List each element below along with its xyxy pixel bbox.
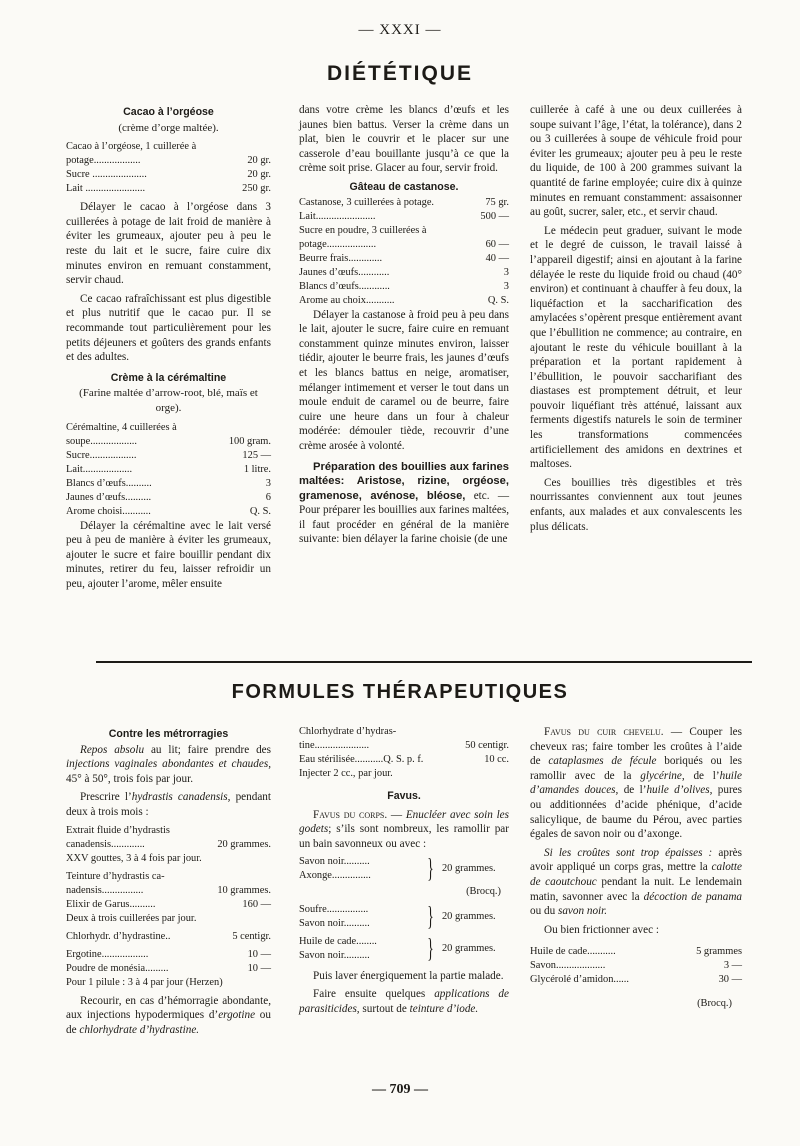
cremaltine-ingredients: [66, 421, 271, 519]
ingredient-savon-noir: Savon noir..........: [299, 856, 370, 868]
formula-savon-axonge: [299, 855, 509, 882]
formula-2: [66, 870, 271, 926]
ingredient-row: [299, 294, 509, 308]
s6: ou du: [530, 905, 558, 918]
injections-text: injections vaginales abondantes et chaudes,: [66, 758, 271, 771]
bouillies-paragraph: [299, 460, 509, 548]
ingredient-row: [66, 948, 271, 962]
ingredient-name: Chlorhydr. d’hydrastine..: [66, 930, 171, 942]
amount: 20 grammes.: [441, 863, 496, 875]
ingredient-row: [530, 973, 742, 987]
favus-corps-label: Favus du corps.: [313, 808, 388, 821]
favus-dash: —: [387, 808, 406, 821]
bouillies-medecin: Le médecin peut graduer, suivant le mode et le degré de cuisson, le travail laissé à l’appareil digestif; ainsi en ajoutant à la farine délayée le reste du liquide froid ou chaud (40° environ) et continuant à chauffer à feu doux, la liquéfaction et la saccharification des amylacées s’opèrent presque entièrement avant que l’ébullition ne commence; au contraire, en ajoutant le reste du véhicule bouillant à la préparation et la portant rapidement à l’ébullition, le pouvoir saccharifiant des diastases est promptement détruit, et leur pouvoir liquéfiant très atténué, laissant aux ferments digestifs naturels le soin de terminer les transformations commencées artificiellement des amidons en dextrines et maltoses.: [530, 224, 742, 471]
ingredient-name: potage...................: [299, 238, 377, 250]
cacao-note: Ce cacao rafraîchissant est plus digestible et plus nutritif que le cacao pur. Il se recommande tout particulièrement pour les petits déjeuners et goûters des grands enfants et des adultes.: [66, 292, 271, 364]
enucleer-text: Enucléer avec soin les godets: [299, 808, 509, 836]
formula-soufre-savon: [299, 903, 509, 930]
ingredient-quantity: 50 centigr.: [465, 740, 509, 751]
ingredient-name: Ergotine..................: [66, 948, 149, 960]
ingredient-savon-noir: Savon noir..........: [299, 917, 370, 929]
castanose-instructions: Délayer la castanose à froid peu à peu dans le lait, ajouter le sucre, faire cuire en remuant constamment quinze minutes environ, laisser tiédir, ajouter le beurre frais, les jaunes d’œufs et les blancs battus en neige, aromatiser, mélanger intimement et verser le tout dans un moule enduit de caramel ou de beurre, faire cuire une heure dans un four à chaleur modérée: démouler tiède, recouvrir d’une crème arosée à volonté.: [299, 308, 509, 452]
ingredient-name: Huile de cade...........: [530, 946, 616, 958]
ingredient-name: Jaunes d’œufs..........: [66, 491, 152, 503]
t6: huile d’amandes douces,: [530, 769, 742, 797]
dietetique-column-3: [530, 103, 742, 538]
t2: cataplasmes de fécule: [548, 755, 657, 768]
ingredient-row: [66, 838, 271, 852]
ingredient-quantity: 40 —: [485, 252, 509, 264]
dietetique-column-1: [66, 103, 271, 595]
ingredient-quantity: 30 —: [718, 974, 742, 986]
ingredient-name: Lait.......................: [299, 210, 376, 222]
ou-bien-text: Ou bien frictionner avec :: [544, 923, 659, 936]
bouillies-text: — Pour préparer les bouillies aux farines maltées, il faut procéder en général de la manière suivante: bien délayer la farine choisie (de une: [299, 489, 510, 546]
ingredient-name: Arome au choix...........: [299, 294, 395, 306]
ingredient-row: [66, 168, 271, 182]
s5: décoction de panama: [643, 890, 742, 903]
ingredient-name: Jaunes d’œufs............: [299, 266, 390, 278]
ingredient-name: tine.....................: [299, 740, 370, 751]
section-title-dietetique: DIÉTÉTIQUE: [326, 62, 473, 85]
t1: — Couper les cheveux ras; faire tomber les croûtes à l’aide de: [530, 726, 742, 768]
ingredient-name: Castanose, 3 cuillerées à potage.: [299, 196, 435, 208]
metrorragies-p2: [66, 790, 271, 819]
ingredient-quantity: 1 litre.: [243, 463, 271, 475]
p2-start: Prescrire l’: [80, 791, 132, 804]
cremaltine-instructions: Délayer la cérémaltine avec le lait versé peu à peu de manière à éviter les grumeaux, ajouter le sucre et faire bouillir pendant dix minutes, retirer du feu, laisser refroidir un peu, ajouter l’arome, mêler ensuite: [66, 519, 271, 590]
ingredient-row: [66, 477, 271, 491]
ingredient-name: Blancs d’œufs............: [299, 280, 390, 292]
amount: 20 grammes.: [441, 943, 496, 955]
castanose-ingredients: [299, 196, 509, 308]
ingredient-row: [299, 753, 509, 767]
ingredient-row: [299, 196, 509, 210]
favus-corps-text: [299, 808, 509, 852]
applications-text: applications de parasiticides,: [299, 988, 509, 1015]
page-header-roman: — XXXI —: [358, 22, 442, 38]
ingredient-quantity: Q. S.: [487, 294, 509, 306]
ingredient-line: Sucre en poudre, 3 cuillerées à: [299, 224, 427, 236]
ingredient-soufre: Soufre................: [299, 904, 369, 916]
formula-4: [66, 948, 271, 990]
ingredient-quantity: 5 grammes: [696, 946, 742, 958]
brace-glyph: }: [427, 901, 434, 932]
section-divider: [96, 661, 752, 663]
ingredient-quantity: 100 gram.: [228, 435, 271, 447]
ingredient-name: Lait...................: [66, 463, 133, 475]
p-last-mid: surtout de: [359, 1002, 410, 1015]
ingredient-quantity: 20 grammes.: [217, 838, 271, 850]
formula-cade-savon: [299, 935, 509, 962]
ingredient-row: [299, 739, 509, 753]
ingredient-quantity: 10 —: [247, 962, 271, 974]
ingredient-quantity: 3: [265, 477, 271, 489]
ingredient-line: Pour 1 pilule : 3 à 4 par jour (Herzen): [66, 976, 223, 988]
ingredient-line: Chlorhydrate d’hydras-: [299, 726, 397, 737]
ingredient-quantity: 60 —: [485, 238, 509, 250]
ingredient-line: Teinture d’hydrastis ca-: [66, 870, 165, 882]
bouillies-products: Aristose, rizine, orgéose, gramenose, avénose, bléose,: [299, 475, 509, 502]
brace-glyph: }: [427, 853, 434, 884]
ergotine-text: ergotine: [218, 1009, 256, 1022]
ingredient-row: [299, 252, 509, 266]
ingredient-line: Injecter 2 cc., par jour.: [299, 768, 393, 779]
ingredient-line: Cérémaltine, 4 cuillerées à: [66, 421, 177, 433]
favus-cuir-text: [530, 725, 742, 842]
ingredient-name: soupe..................: [66, 435, 137, 447]
ingredient-quantity: 20 gr.: [247, 169, 271, 181]
ingredient-quantity: 3: [503, 280, 509, 292]
ingredient-row: [530, 959, 742, 973]
metrorragies-heading: Contre les métrorragies: [108, 728, 229, 740]
ingredient-name: Beurre frais.............: [299, 252, 383, 264]
hydrastis-name: hydrastis canadensis,: [131, 791, 231, 804]
section-title-formules: FORMULES THÉRAPEUTIQUES: [231, 681, 569, 703]
ingredient-row: [299, 210, 509, 224]
metrorragies-p1: [66, 743, 271, 787]
t4: glycérine,: [640, 769, 685, 782]
ingredient-row: [66, 898, 271, 912]
s1: Si les croûtes sont trop épaisses :: [544, 846, 713, 859]
ingredient-quantity: 250 gr.: [242, 183, 271, 195]
ingredient-quantity: 125 —: [242, 449, 271, 461]
ingredient-name: Blancs d’œufs..........: [66, 477, 152, 489]
castanose-heading: Gâteau de castanose.: [349, 180, 459, 193]
t7: de l’: [618, 784, 647, 797]
s7: savon noir.: [557, 905, 608, 918]
ingredient-row: [66, 505, 271, 519]
teinture-iode-text: teinture d’iode.: [409, 1002, 479, 1015]
ingredient-quantity: 3: [503, 266, 509, 278]
p2-end: pendant deux à trois mois :: [66, 791, 271, 818]
ingredient-quantity: 6: [265, 491, 271, 503]
ingredient-line: Cacao à l’orgéose, 1 cuillerée à: [66, 141, 197, 153]
formula-1: [66, 824, 271, 866]
friction-formula: [530, 945, 742, 987]
s4: pendant la nuit. Le lendemain matin, savonner avec la: [530, 875, 742, 903]
bouillies-text-continued: cuillerée à café à une ou deux cuillerées à soupe suivant l’âge, l’état, la tolérance), dans 2 ou 3 cuillerées à soupe de véhicule froid pour éviter les grumeaux; ajouter peu à peu le reste du liquide, de 100 à 200 grammes suivant la quantité de farine employée; cuire dix à quinze minutes en remuant constamment: assaisonner au goût, sucrer, saler, etc., et servir chaud.: [530, 104, 742, 219]
ingredient-name: nadensis................: [66, 884, 144, 896]
dietetique-column-2: [299, 103, 509, 551]
ingredient-row: [66, 449, 271, 463]
ingredient-line: Deux à trois cuillerées par jour.: [66, 912, 197, 924]
cremaltine-heading: Crème à la cérémaltine: [110, 371, 227, 384]
t5: de l’: [684, 769, 720, 782]
ingredient-row: [66, 182, 271, 196]
brocq-reference: (Brocq.): [466, 885, 501, 897]
ingredient-quantity: 10 grammes.: [217, 884, 271, 896]
ingredient-name: Sucre..................: [66, 449, 137, 461]
ingredient-line: XXV gouttes, 3 à 4 fois par jour.: [66, 852, 202, 864]
ingredient-name: Lait .......................: [66, 183, 146, 195]
ingredient-name: Elixir de Garus..........: [66, 898, 156, 910]
ingredient-quantity: 500 —: [480, 210, 509, 222]
ingredient-name: Savon...................: [530, 960, 606, 972]
p-last-start: Faire ensuite quelques: [313, 988, 435, 1001]
ingredient-name: Arome choisi...........: [66, 505, 151, 517]
ingredient-row: [66, 435, 271, 449]
formula-3: [66, 930, 271, 944]
cacao-instructions: Délayer le cacao à l’orgéose dans 3 cuillerées à potage de lait froid de manière à éviter les grumeaux, ajouter peu à peu le reste du lait et le sucre, faire cuire dix minutes environ en remuant constamment, servir chaud.: [66, 201, 271, 287]
ingredient-row: [299, 266, 509, 280]
cacao-heading: Cacao à l’orgéose: [123, 106, 214, 118]
cacao-ingredients: [66, 140, 271, 196]
formules-column-1: [66, 725, 271, 1041]
brace-glyph: }: [427, 933, 434, 964]
ingredient-row: [66, 930, 271, 944]
ingredient-quantity: 5 centigr.: [232, 930, 271, 942]
ingredient-name: Glycérolé d’amidon......: [530, 974, 629, 986]
ingredient-row: [66, 463, 271, 477]
ingredient-row: [66, 884, 271, 898]
bouillies-etc: etc.: [473, 489, 490, 502]
chlorhydrate-text: chlorhydrate d’hydrastine.: [79, 1023, 200, 1036]
croutes-text: [530, 846, 742, 919]
cremaltine-instructions-continued: dans votre crème les blancs d’œufs et les jaunes bien battus. Verser la crème dans un plat, bien le couvrir et le placer sur une casserole d’eau bouillante jusqu’à ce que la crème soit prise. Glacer au four, servir froid.: [299, 104, 509, 175]
p1-text: au lit; faire prendre des: [144, 743, 271, 756]
ingredient-row: [530, 945, 742, 959]
favus-corps-rest: ; s’ils sont nombreux, les ramollir par un bain savonneux ou avec :: [299, 823, 509, 850]
parasiticides-text: [299, 987, 509, 1016]
brocq-reference-2: (Brocq.): [697, 998, 732, 1010]
ingredient-row: [66, 962, 271, 976]
repos-absolu: Repos absolu: [80, 743, 145, 756]
ingredient-quantity: 75 gr.: [485, 196, 509, 208]
cremaltine-subheading: (Farine maltée d’arrow-root, blé, maïs et orge).: [79, 387, 258, 414]
ingredient-name: canadensis.............: [66, 838, 145, 850]
formules-column-2: [299, 725, 509, 1020]
t9: pures ou additionnées d’acide phénique, d’acide salicylique, de baume du Pérou, avec parties égales de savon noir ou d’axonge.: [530, 784, 742, 841]
t8: huile d’olives,: [646, 784, 713, 797]
ingredient-axonge: Axonge...............: [299, 869, 371, 881]
laver-text: Puis laver énergiquement la partie malade.: [313, 969, 504, 982]
ingredient-name: Poudre de monésia.........: [66, 962, 169, 974]
ingredient-row: [66, 491, 271, 505]
p1-end: 45° à 50°, trois fois par jour.: [66, 772, 194, 785]
bouillies-conclusion: Ces bouillies très digestibles et très nourrissantes conviennent aux tout jeunes enfants, aux malades et aux convalescents les plus délicats.: [530, 476, 742, 533]
ingredient-quantity: 160 —: [242, 898, 271, 910]
ingredient-name: Eau stérilisée...........Q. S. p. f.: [299, 754, 424, 765]
favus-cuir-label: Favus du cuir chevelu.: [544, 726, 664, 738]
amount: 20 grammes.: [441, 910, 496, 922]
ingredient-row: [299, 238, 509, 252]
injection-formula: [299, 725, 509, 781]
ingredient-quantity: 3 —: [723, 960, 742, 972]
ingredient-quantity: 10 —: [247, 948, 271, 960]
ingredient-row: [299, 280, 509, 294]
ingredient-quantity: 10 cc.: [484, 754, 509, 765]
ingredient-name: potage..................: [66, 155, 141, 167]
ingredient-quantity: Q. S.: [249, 505, 271, 517]
ingredient-quantity: 20 gr.: [247, 155, 271, 167]
ingredient-name: Sucre .....................: [66, 169, 147, 181]
bouillies-heading: Préparation des bouillies aux farines maltées:: [299, 460, 509, 488]
metrorragies-p3: [66, 994, 271, 1038]
ingredient-huile-de-cade: Huile de cade........: [299, 936, 377, 948]
ingredient-row: [66, 154, 271, 168]
t3: boriqués ou les ramollir avec de la: [530, 755, 742, 782]
formules-column-3: [530, 725, 742, 1012]
ingredient-savon-noir: Savon noir..........: [299, 949, 370, 961]
p3-start: Recourir, en cas d’hémorragie abondante, aux injections hypodermiques d’: [66, 994, 271, 1022]
s2: après avoir appliqué un corps gras, mettre la: [530, 846, 743, 874]
p3-mid: ou de: [66, 1009, 271, 1036]
cacao-subheading: (crème d’orge maltée).: [118, 121, 219, 134]
page-number: — 709 —: [372, 1082, 428, 1097]
favus-heading: Favus.: [387, 790, 421, 802]
s3: calotte de caoutchouc: [530, 861, 742, 888]
ingredient-line: Extrait fluide d’hydrastis: [66, 824, 170, 836]
